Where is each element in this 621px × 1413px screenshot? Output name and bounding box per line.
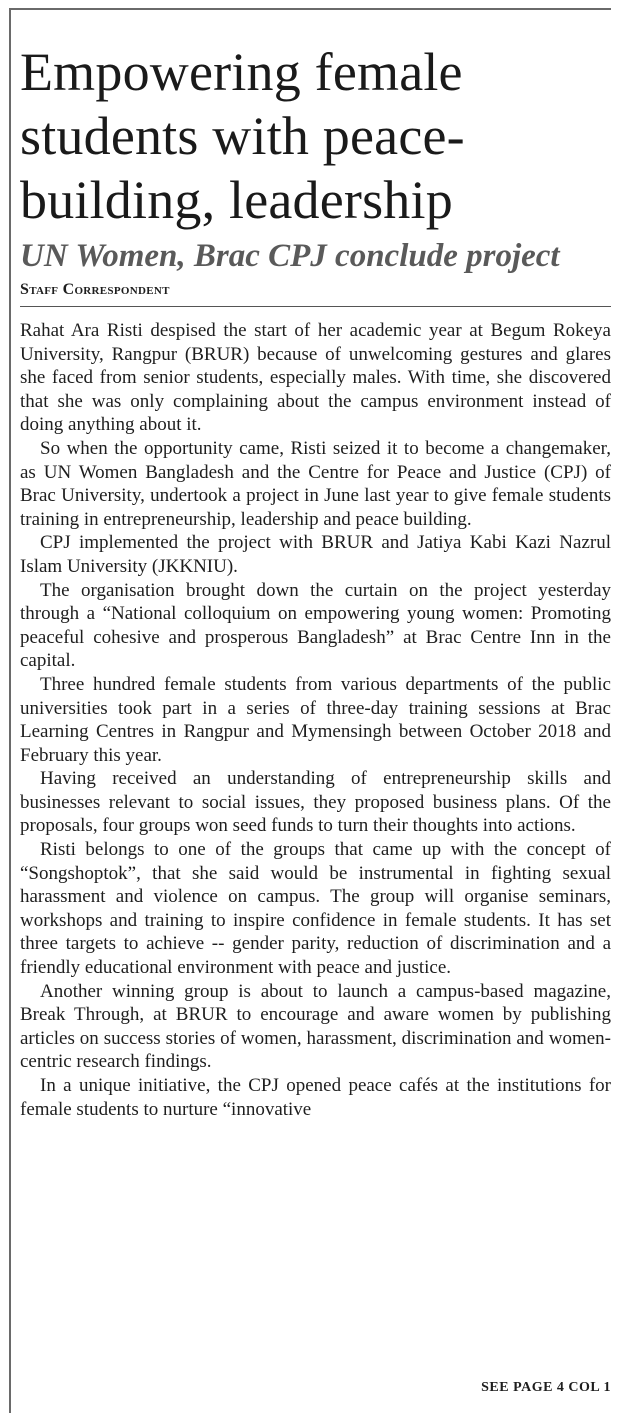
- paragraph: So when the opportunity came, Risti seized it to become a changemaker, as UN Women Bangladesh and the Centre for Peace and Justice (CPJ) of Brac University, undertook a project in June last year to give female students training in entrepreneurship, leadership and peace building.: [20, 437, 611, 530]
- paragraph: CPJ implemented the project with BRUR and Jatiya Kabi Kazi Nazrul Islam University (JKKNIU).: [20, 532, 611, 577]
- paragraph: The organisation brought down the curtain on the project yesterday through a “National colloquium on empowering young women: Promoting peaceful cohesive and prosperous Bangladesh” at Brac Centre Inn in the capital.: [20, 579, 611, 672]
- headline-line: Empowering female: [20, 42, 463, 102]
- paragraph: In a unique initiative, the CPJ opened peace cafés at the institutions for female students to nurture “innovative: [20, 1075, 611, 1120]
- headline-line: building, leadership: [20, 170, 453, 230]
- paragraph: Risti belongs to one of the groups that came up with the concept of “Songshoptok”, that she said would be instrumental in fighting sexual harassment and violence on campus. The group will organise seminars, workshops and training to inspire confidence in female students. It has set three targets to achieve -- gender parity, reduction of discrimination and a friendly educational environment with peace and justice.: [20, 839, 611, 979]
- continued-on-jump-line: SEE PAGE 4 COL 1: [481, 1380, 611, 1395]
- top-border-rule: [10, 8, 611, 10]
- byline: Staff Correspondent: [20, 281, 170, 298]
- paragraph: Having received an understanding of entrepreneurship skills and businesses relevant to social issues, they proposed business plans. Of the proposals, four groups won seed funds to turn their thoughts into actions.: [20, 768, 611, 837]
- left-column-rule: [9, 8, 11, 1413]
- headline-line: students with peace-: [20, 106, 465, 166]
- byline-divider: [20, 306, 611, 307]
- subheadline: UN Women, Brac CPJ conclude project: [20, 238, 560, 274]
- paragraph: Another winning group is about to launch a campus-based magazine, Break Through, at BRUR to encourage and aware women by publishing articles on success stories of women, harassment, discrimination and women-centric research findings.: [20, 980, 611, 1073]
- paragraph: Rahat Ara Risti despised the start of her academic year at Begum Rokeya University, Rangpur (BRUR) because of unwelcoming gestures and glares she faced from senior students, especially males. With time, she discovered that she was only complaining about the campus environment instead of doing anything about it.: [20, 320, 611, 436]
- headline: [20, 40, 611, 232]
- news-article: [20, 40, 611, 1121]
- article-body: [20, 319, 611, 1121]
- paragraph: Three hundred female students from various departments of the public universities took part in a series of three-day training sessions at Brac Learning Centres in Rangpur and Mymensingh between October 2018 and February this year.: [20, 673, 611, 766]
